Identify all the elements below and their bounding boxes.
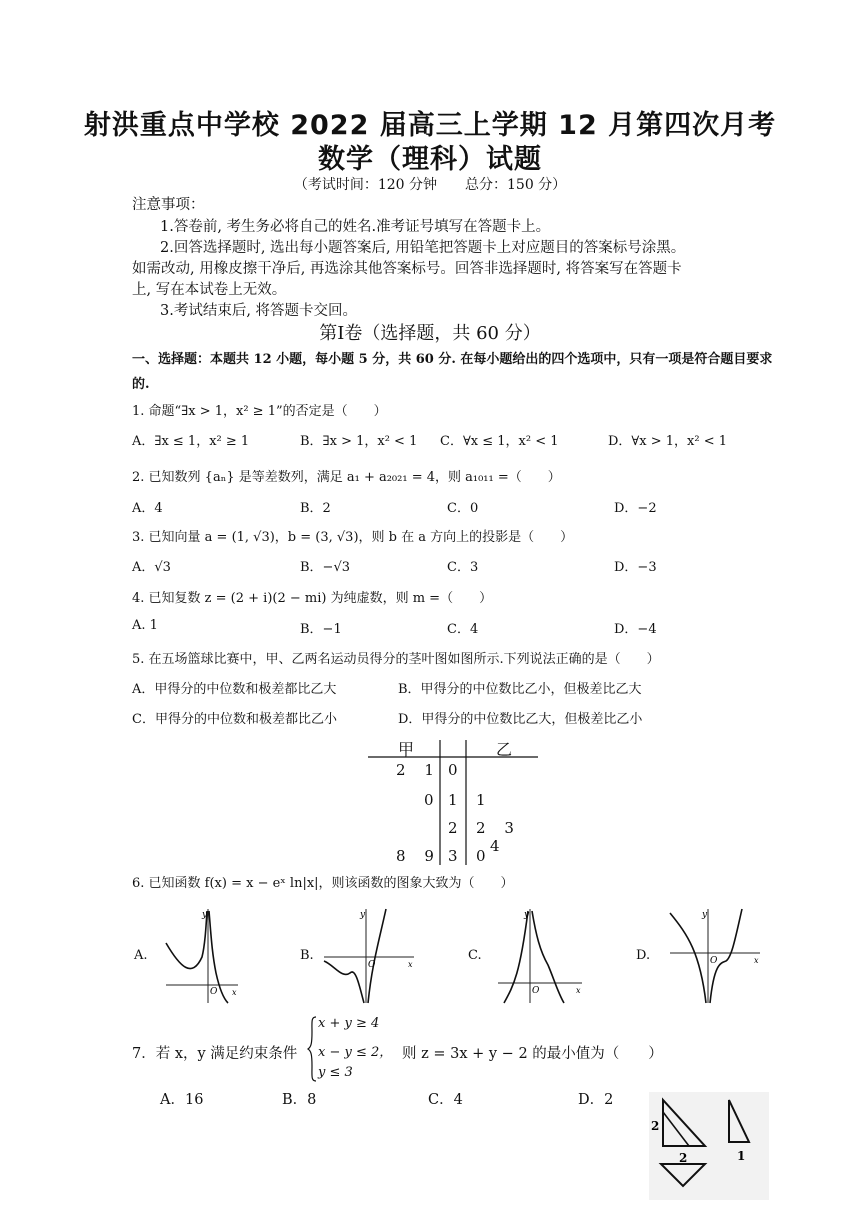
q7-option-a: A．16 bbox=[160, 1092, 204, 1108]
exam-title-line2: 数学（理科）试题 bbox=[318, 144, 542, 175]
graph-b bbox=[320, 905, 416, 1005]
graph-c bbox=[494, 905, 584, 1005]
q1-stem: 1. 命题“∃x > 1，x² ≥ 1”的否定是（ ） bbox=[132, 404, 387, 419]
axis-y-label: y bbox=[202, 910, 208, 920]
q2-stem: 2. 已知数列 {aₙ} 是等差数列，满足 a₁ + a₂₀₂₁ = 4，则 a₁₀₁₁ =（ ） bbox=[132, 470, 561, 485]
q4-option-c: C．4 bbox=[447, 622, 479, 637]
q1-option-a: A．∃x ≤ 1，x² ≥ 1 bbox=[132, 434, 250, 449]
stem-value: 1 bbox=[448, 791, 458, 809]
leaf-right: 2 bbox=[476, 819, 486, 837]
leaf-left: 0 bbox=[424, 791, 434, 809]
q7-stem-prefix: 7．若 x，y 满足约束条件 bbox=[132, 1046, 298, 1062]
q6-option-a: A. bbox=[134, 948, 148, 963]
graph-c-plot bbox=[494, 905, 584, 1005]
axis-y-label: y bbox=[524, 910, 530, 920]
q1-option-b: B．∃x > 1，x² < 1 bbox=[300, 434, 418, 449]
stem-leaf-head-right: 乙 bbox=[496, 740, 513, 759]
stem-leaf-head-left: 甲 bbox=[398, 740, 415, 759]
q3-option-a: A．√3 bbox=[132, 560, 171, 575]
q4-option-a: A. 1 bbox=[132, 618, 158, 633]
graph-d-plot bbox=[666, 905, 762, 1005]
three-view-drawing bbox=[649, 1092, 769, 1200]
q7-stem-suffix: 则 z = 3x + y − 2 的最小值为（ ） bbox=[402, 1046, 663, 1062]
figure-label-right: 1 bbox=[737, 1149, 746, 1163]
stem-leaf-row bbox=[396, 761, 434, 779]
exam-info: （考试时间：120 分钟 总分：150 分） bbox=[293, 177, 567, 193]
leaf-right: 0 bbox=[476, 847, 486, 865]
leaf-left: 9 bbox=[424, 847, 434, 865]
stem-value: 3 bbox=[448, 847, 458, 865]
graph-b-plot bbox=[320, 905, 416, 1005]
leaf-right: 1 bbox=[476, 791, 486, 809]
axis-x-label: x bbox=[754, 956, 759, 965]
q5-stem: 5. 在五场篮球比赛中，甲、乙两名运动员得分的茎叶图如图所示.下列说法正确的是（ ） bbox=[132, 652, 660, 667]
exam-title-line1: 射洪重点中学校 2022 届高三上学期 12 月第四次月考 bbox=[83, 110, 777, 141]
leaf-right: 3 bbox=[504, 819, 514, 837]
q4-option-d: D．−4 bbox=[614, 622, 657, 637]
notice-item-2-end: 上, 写在本试卷上无效。 bbox=[132, 282, 287, 298]
q4-stem: 4. 已知复数 z = (2 + i)(2 − mi) 为纯虚数，则 m =（ ） bbox=[132, 591, 493, 606]
q3-option-d: D．−3 bbox=[614, 560, 657, 575]
leaf-right: 4 bbox=[490, 837, 500, 855]
q6-option-b: B. bbox=[300, 948, 314, 963]
graph-a bbox=[160, 905, 240, 1005]
brace-icon bbox=[307, 1016, 317, 1082]
axis-x-label: x bbox=[232, 988, 237, 997]
q6-option-c: C. bbox=[468, 948, 482, 963]
part1-instructions-end: 的. bbox=[132, 377, 150, 392]
leaf-left: 2 bbox=[396, 761, 406, 779]
figure-label-bottom: 2 bbox=[679, 1151, 688, 1165]
figure-label-left: 2 bbox=[651, 1119, 660, 1133]
origin-label: O bbox=[210, 987, 218, 997]
three-view-figure bbox=[649, 1092, 769, 1200]
axis-x-label: x bbox=[408, 960, 413, 969]
axis-y-label: y bbox=[702, 910, 708, 920]
part1-instructions: 一、选择题：本题共 12 小题，每小题 5 分，共 60 分. 在每小题给出的四个选项中，只有一项是符合题目要求 bbox=[132, 352, 773, 367]
q2-option-a: A．4 bbox=[132, 501, 163, 516]
graph-a-plot bbox=[160, 905, 240, 1005]
notice-item-2: 2.回答选择题时, 选出每小题答案后, 用铅笔把答题卡上对应题目的答案标号涂黑。 bbox=[160, 240, 686, 256]
q3-option-b: B．−√3 bbox=[300, 560, 351, 575]
axis-y-label: y bbox=[360, 910, 366, 920]
part1-title: 第Ⅰ卷（选择题，共 60 分） bbox=[319, 323, 541, 344]
q3-option-c: C．3 bbox=[447, 560, 479, 575]
q6-option-d: D. bbox=[636, 948, 651, 963]
q7-option-d: D．2 bbox=[578, 1092, 614, 1108]
q7-constraint-3: y ≤ 3 bbox=[318, 1065, 353, 1080]
q5-option-d: D．甲得分的中位数比乙大，但极差比乙小 bbox=[398, 712, 643, 727]
q1-option-d: D．∀x > 1，x² < 1 bbox=[608, 434, 727, 449]
q5-option-b: B．甲得分的中位数比乙小，但极差比乙大 bbox=[398, 682, 642, 697]
origin-label: O bbox=[710, 956, 718, 966]
stem-value: 0 bbox=[448, 761, 458, 779]
graph-d bbox=[666, 905, 762, 1005]
origin-label: O bbox=[532, 986, 540, 996]
q6-stem: 6. 已知函数 f(x) = x − eˣ ln|x|，则该函数的图象大致为（ ） bbox=[132, 876, 514, 891]
q2-option-d: D．−2 bbox=[614, 501, 657, 516]
q2-option-b: B．2 bbox=[300, 501, 331, 516]
axis-x-label: x bbox=[576, 986, 581, 995]
notice-item-3: 3.考试结束后, 将答题卡交回。 bbox=[160, 303, 358, 319]
q7-option-b: B．8 bbox=[282, 1092, 317, 1108]
notice-heading: 注意事项： bbox=[132, 197, 205, 213]
notice-item-2-cont: 如需改动, 用橡皮擦干净后, 再选涂其他答案标号。回答非选择题时, 将答案写在答题卡 bbox=[132, 261, 682, 277]
stem-value: 2 bbox=[448, 819, 458, 837]
q7-constraint-2: x − y ≤ 2， bbox=[318, 1045, 393, 1060]
leaf-left: 8 bbox=[396, 847, 406, 865]
q3-stem: 3. 已知向量 a = (1, √3)，b = (3, √3)，则 b 在 a 方向上的投影是（ ） bbox=[132, 530, 574, 545]
q7-option-c: C．4 bbox=[428, 1092, 463, 1108]
q1-option-c: C．∀x ≤ 1，x² < 1 bbox=[440, 434, 559, 449]
stem-leaf-row bbox=[396, 847, 434, 865]
notice-item-1: 1.答卷前, 考生务必将自己的姓名.准考证号填写在答题卡上。 bbox=[160, 219, 551, 235]
origin-label: O bbox=[368, 960, 376, 970]
q5-option-c: C．甲得分的中位数和极差都比乙小 bbox=[132, 712, 337, 727]
q5-option-a: A．甲得分的中位数和极差都比乙大 bbox=[132, 682, 337, 697]
q4-option-b: B．−1 bbox=[300, 622, 342, 637]
leaf-left: 1 bbox=[424, 761, 434, 779]
q7-constraint-1: x + y ≥ 4 bbox=[318, 1016, 380, 1031]
q2-option-c: C．0 bbox=[447, 501, 479, 516]
